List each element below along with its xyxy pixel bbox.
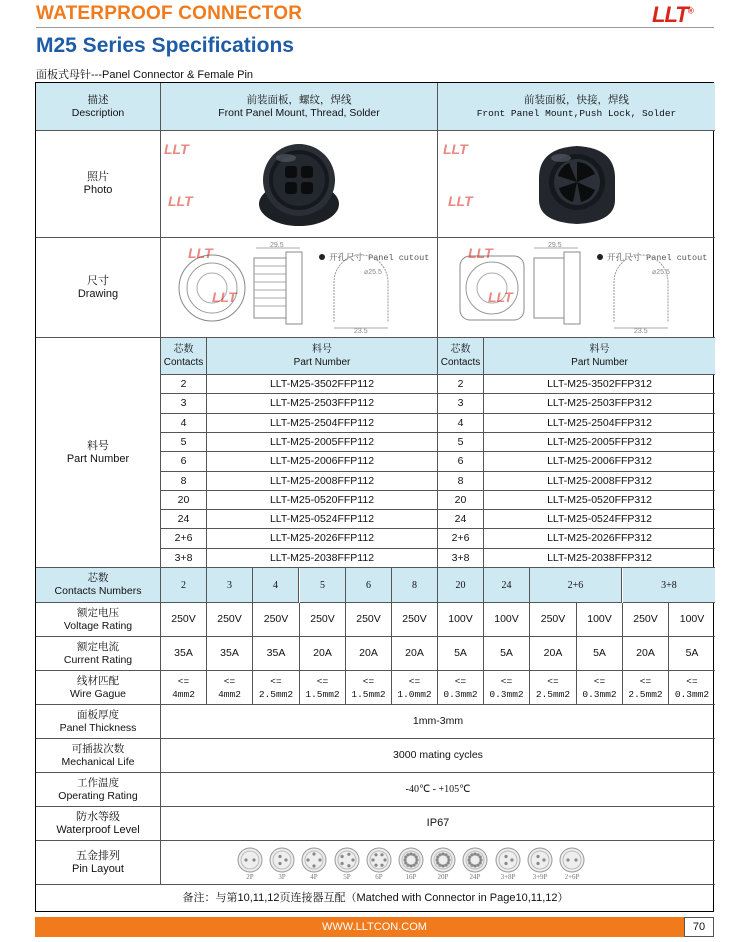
current-cell: 5A xyxy=(484,637,530,671)
logo-watermark: LLT xyxy=(164,141,189,157)
pin-face-icon xyxy=(398,847,424,873)
wire-prefix: <= xyxy=(316,675,329,687)
right-description-en: Front Panel Mount,Push Lock, Solder xyxy=(476,107,677,119)
right-part-number: LLT-M25-2006FFP312 xyxy=(484,452,715,472)
left-part-contacts: 2+6 xyxy=(161,529,207,549)
photo-label-cell xyxy=(36,131,161,238)
contacts-number-cell: 4 xyxy=(253,568,299,603)
waterproof-label-cn: 防水等级 xyxy=(76,810,120,823)
right-part-number: LLT-M25-3502FFP312 xyxy=(484,375,715,394)
contacts-number-cell: 24 xyxy=(484,568,530,603)
pin-layout-label: 4P xyxy=(310,873,318,881)
wire-prefix: <= xyxy=(547,675,559,687)
right-part-contacts: 24 xyxy=(438,510,484,529)
wire-prefix: <= xyxy=(593,675,606,687)
pin-face-icon xyxy=(527,847,553,873)
left-part-contacts: 8 xyxy=(161,472,207,491)
right-part-number: LLT-M25-2026FFP312 xyxy=(484,529,715,549)
waterproof-value xyxy=(161,807,715,841)
right-drawing-base: 23.5 xyxy=(633,327,648,334)
logo-watermark: LLT xyxy=(448,193,473,209)
wire-value: 2.5mm2 xyxy=(628,688,663,700)
left-part-contacts: 20 xyxy=(161,491,207,510)
current-cell: 35A xyxy=(253,637,300,671)
voltage-cell: 250V xyxy=(392,603,438,637)
contacts-number-cell: 20 xyxy=(438,568,484,603)
voltage-label-cell xyxy=(36,603,161,637)
left-drawing-base: 23.5 xyxy=(354,327,368,334)
voltage-cell: 250V xyxy=(623,603,669,637)
wire-cell xyxy=(207,671,253,705)
pin-layout-label-cell xyxy=(36,841,161,885)
pin-face-icon xyxy=(495,847,521,873)
pin-layout-label: 3P xyxy=(278,873,286,881)
panel-label-en: Panel Thickness xyxy=(59,721,137,734)
contacts-number-cell: 5 xyxy=(300,568,346,603)
waterproof-label-en: Waterproof Level xyxy=(56,823,140,836)
voltage-cell: 250V xyxy=(207,603,253,637)
left-contacts-header xyxy=(161,338,207,375)
logo-watermark: LLT xyxy=(468,245,493,261)
left-drawing-width: 29.5 xyxy=(270,241,284,249)
pin-face-icon xyxy=(301,847,327,873)
current-label-cn: 额定电流 xyxy=(77,640,119,653)
wire-label-cell xyxy=(36,671,161,705)
contacts-number-cell: 6 xyxy=(346,568,392,603)
voltage-cell: 250V xyxy=(300,603,346,637)
pin-face-icon xyxy=(269,847,295,873)
mechanical-life-text: 3000 mating cycles xyxy=(393,749,483,761)
current-cell: 20A xyxy=(392,637,438,671)
mech-label-cn: 可插拔次数 xyxy=(71,742,125,755)
wire-prefix: <= xyxy=(500,675,513,687)
current-label-en: Current Rating xyxy=(63,653,133,666)
voltage-cell: 250V xyxy=(161,603,207,637)
voltage-cell: 100V xyxy=(577,603,623,637)
wire-prefix: <= xyxy=(223,675,236,687)
current-cell: 5A xyxy=(438,637,484,671)
wire-value: 2.5mm2 xyxy=(535,688,571,700)
logo-watermark: LLT xyxy=(188,245,213,261)
footer-bar xyxy=(35,917,714,937)
right-part-contacts: 3 xyxy=(438,394,484,414)
left-cutout-label: 开孔尺寸 Panel cutout xyxy=(329,252,430,263)
pin-layout-item xyxy=(397,847,425,881)
left-drawing-dia: ⌀25.5 xyxy=(364,268,382,276)
description-label-cn: 描述 xyxy=(87,93,109,106)
pin-face-icon xyxy=(334,847,360,873)
pin-layout-label: 3+9P xyxy=(532,873,548,881)
right-drawing-dia: ⌀25.5 xyxy=(651,268,670,276)
pin-layout-label: 5P xyxy=(343,873,351,881)
contacts-numbers-label-cell xyxy=(36,568,161,603)
voltage-cell: 250V xyxy=(530,603,577,637)
pin-layout-item xyxy=(365,847,393,881)
temp-label-cn: 工作温度 xyxy=(77,776,119,789)
voltage-cell: 250V xyxy=(253,603,300,637)
logo-watermark: LLT xyxy=(488,289,513,305)
current-cell: 20A xyxy=(530,637,577,671)
left-part-contacts: 3+8 xyxy=(161,549,207,568)
part-number-label-cell xyxy=(36,338,161,568)
left-description-cell xyxy=(161,83,438,131)
right-part-number: LLT-M25-2038FFP312 xyxy=(484,549,715,568)
right-pn-header-en: Part Number xyxy=(571,357,628,368)
right-part-contacts: 4 xyxy=(438,414,484,433)
right-pn-header xyxy=(484,338,715,375)
logo-watermark: LLT xyxy=(443,141,468,157)
current-cell: 20A xyxy=(623,637,669,671)
operating-temp-text: -40℃ - +105℃ xyxy=(405,784,471,795)
wire-cell xyxy=(623,671,669,705)
wire-prefix: <= xyxy=(408,675,421,687)
wire-value: 1.5mm2 xyxy=(305,688,340,700)
pin-face-icon xyxy=(462,847,488,873)
pin-layout-label-cn: 五金排列 xyxy=(76,849,120,862)
right-part-contacts: 6 xyxy=(438,452,484,472)
voltage-cell: 100V xyxy=(438,603,484,637)
left-part-number: LLT-M25-2008FFP112 xyxy=(207,472,438,491)
left-part-contacts: 2 xyxy=(161,375,207,394)
panel-thickness-value xyxy=(161,705,715,739)
wire-cell xyxy=(300,671,346,705)
pin-layout-item xyxy=(558,847,586,881)
wire-value: 1.5mm2 xyxy=(351,688,386,700)
pin-layout-item xyxy=(494,847,522,881)
left-part-number: LLT-M25-2005FFP112 xyxy=(207,433,438,452)
wire-cell xyxy=(484,671,530,705)
left-description-cn: 前装面板，螺纹，焊线 xyxy=(246,93,352,106)
pin-layout-item xyxy=(268,847,296,881)
left-part-number: LLT-M25-3502FFP112 xyxy=(207,375,438,394)
current-cell: 5A xyxy=(577,637,623,671)
photo-label-en: Photo xyxy=(83,184,113,196)
operating-temp-value xyxy=(161,773,715,807)
wire-value: 0.3mm2 xyxy=(443,688,478,700)
pin-layout-label: 16P xyxy=(405,873,417,881)
pin-face-icon xyxy=(366,847,392,873)
right-contacts-header-cn: 芯数 xyxy=(450,344,471,355)
current-label-cell xyxy=(36,637,161,671)
wire-prefix: <= xyxy=(270,675,282,687)
wire-value: 1.0mm2 xyxy=(397,688,432,700)
footer-url: WWW.LLTCON.COM xyxy=(322,921,427,933)
right-drawing-width: 29.5 xyxy=(547,241,562,249)
waterproof-label-cell xyxy=(36,807,161,841)
voltage-label-en: Voltage Rating xyxy=(63,619,133,632)
current-cell: 20A xyxy=(346,637,392,671)
left-part-number: LLT-M25-2026FFP112 xyxy=(207,529,438,549)
panel-label-cn: 面板厚度 xyxy=(77,708,119,721)
left-part-number: LLT-M25-0524FFP112 xyxy=(207,510,438,529)
left-contacts-header-cn: 芯数 xyxy=(173,344,194,355)
left-pn-header-cn: 料号 xyxy=(312,344,332,355)
right-part-contacts: 5 xyxy=(438,433,484,452)
contacts-number-cell: 3 xyxy=(207,568,253,603)
pin-layout-label: 20P xyxy=(437,873,449,881)
pin-face-icon xyxy=(430,847,456,873)
pin-face-icon xyxy=(559,847,585,873)
waterproof-text: IP67 xyxy=(426,817,450,829)
wire-prefix: <= xyxy=(362,675,375,687)
mech-label-cell xyxy=(36,739,161,773)
right-photo-cell xyxy=(438,131,715,238)
right-part-contacts: 8 xyxy=(438,472,484,491)
right-pn-header-cn: 料号 xyxy=(589,344,610,355)
left-part-number: LLT-M25-2504FFP112 xyxy=(207,414,438,433)
photo-label-cn: 照片 xyxy=(87,171,109,183)
wire-prefix: <= xyxy=(686,675,698,687)
wire-cell xyxy=(577,671,623,705)
right-contacts-header xyxy=(438,338,484,375)
part-number-label-en: Part Number xyxy=(66,452,130,465)
voltage-cell: 100V xyxy=(484,603,530,637)
wire-label-cn: 线材匹配 xyxy=(77,674,119,687)
right-part-contacts: 2+6 xyxy=(438,529,484,549)
right-cutout-label: 开孔尺寸 Panel cutout xyxy=(606,252,707,263)
logo-watermark: LLT xyxy=(168,193,193,209)
contacts-numbers-label-en: Contacts Numbers xyxy=(54,585,142,597)
wire-cell xyxy=(392,671,438,705)
contacts-number-cell: 8 xyxy=(392,568,438,603)
right-part-contacts: 20 xyxy=(438,491,484,510)
left-part-number: LLT-M25-2038FFP112 xyxy=(207,549,438,568)
right-description-cell xyxy=(438,83,715,131)
note-text: 备注：与第10,11,12页连接器互配（Matched with Connector in Page10,11,12） xyxy=(182,891,569,904)
pin-layout-item xyxy=(526,847,554,881)
pin-layout-item xyxy=(429,847,457,881)
right-part-number: LLT-M25-0520FFP312 xyxy=(484,491,715,510)
wire-value: 0.3mm2 xyxy=(489,688,524,700)
pin-layout-item xyxy=(300,847,328,881)
left-pn-header-en: Part Number xyxy=(293,357,351,368)
contacts-numbers-label-cn: 芯数 xyxy=(87,572,109,584)
wire-prefix: <= xyxy=(454,675,467,687)
current-cell: 35A xyxy=(207,637,253,671)
part-number-label-cn: 料号 xyxy=(87,439,109,452)
spec-table xyxy=(35,82,714,912)
header-title: WATERPROOF CONNECTOR xyxy=(36,3,303,24)
left-part-contacts: 6 xyxy=(161,452,207,472)
left-photo-cell xyxy=(161,131,438,238)
right-connector-photo xyxy=(531,138,623,230)
mechanical-life-value xyxy=(161,739,715,773)
contacts-number-cell: 2 xyxy=(161,568,207,603)
contacts-number-cell: 3+8 xyxy=(623,568,715,603)
drawing-label-en: Drawing xyxy=(77,287,119,300)
wire-prefix: <= xyxy=(177,675,190,687)
description-label-cell xyxy=(36,83,161,131)
contacts-number-cell: 2+6 xyxy=(530,568,622,603)
right-part-number: LLT-M25-2008FFP312 xyxy=(484,472,715,491)
left-part-contacts: 4 xyxy=(161,414,207,433)
header-divider xyxy=(36,27,714,28)
pin-layout-label: 6P xyxy=(375,873,383,881)
wire-value: 4mm2 xyxy=(218,688,241,700)
pin-layout-label: 2P xyxy=(246,873,254,881)
right-description-cn: 前装面板，快接，焊线 xyxy=(524,93,629,106)
pin-layout-label: 24P xyxy=(469,873,481,881)
pin-layout-item xyxy=(236,847,264,881)
pin-layout-label-en: Pin Layout xyxy=(72,862,124,875)
wire-value: 2.5mm2 xyxy=(258,688,294,700)
current-cell: 5A xyxy=(669,637,715,671)
left-connector-photo xyxy=(254,138,344,230)
voltage-cell: 100V xyxy=(669,603,715,637)
left-part-number: LLT-M25-2503FFP112 xyxy=(207,394,438,414)
wire-value: 0.3mm2 xyxy=(674,688,710,700)
pin-layout-item xyxy=(333,847,361,881)
wire-cell xyxy=(530,671,577,705)
left-part-contacts: 5 xyxy=(161,433,207,452)
brand-logo: LLT® xyxy=(652,2,693,27)
wire-value: 0.3mm2 xyxy=(582,688,617,700)
page-title: M25 Series Specifications xyxy=(36,34,294,57)
left-part-contacts: 3 xyxy=(161,394,207,414)
current-cell: 35A xyxy=(161,637,207,671)
wire-cell xyxy=(253,671,300,705)
voltage-cell: 250V xyxy=(346,603,392,637)
drawing-label-cn: 尺寸 xyxy=(87,274,109,287)
temp-label-cell xyxy=(36,773,161,807)
panel-label-cell xyxy=(36,705,161,739)
left-part-number: LLT-M25-0520FFP112 xyxy=(207,491,438,510)
description-label-en: Description xyxy=(71,106,125,119)
left-description-en: Front Panel Mount, Thread, Solder xyxy=(218,106,380,119)
pin-face-icon xyxy=(237,847,263,873)
wire-cell xyxy=(438,671,484,705)
right-contacts-header-en: Contacts xyxy=(440,357,481,368)
pin-layout-label: 2+6P xyxy=(564,873,580,881)
wire-prefix: <= xyxy=(639,675,652,687)
left-part-number: LLT-M25-2006FFP112 xyxy=(207,452,438,472)
temp-label-en: Operating Rating xyxy=(58,789,138,802)
pin-layout-label: 3+8P xyxy=(500,873,516,881)
page-subtitle: 面板式母针---Panel Connector & Female Pin xyxy=(36,69,254,81)
right-part-number: LLT-M25-2504FFP312 xyxy=(484,414,715,433)
voltage-label-cn: 额定电压 xyxy=(77,606,119,619)
wire-cell xyxy=(346,671,392,705)
right-part-number: LLT-M25-2503FFP312 xyxy=(484,394,715,414)
right-part-number: LLT-M25-2005FFP312 xyxy=(484,433,715,452)
current-cell: 20A xyxy=(300,637,346,671)
left-pn-header xyxy=(207,338,438,375)
left-part-contacts: 24 xyxy=(161,510,207,529)
wire-cell xyxy=(669,671,715,705)
page-number: 70 xyxy=(684,917,714,937)
right-part-number: LLT-M25-0524FFP312 xyxy=(484,510,715,529)
drawing-label-cell xyxy=(36,238,161,338)
right-part-contacts: 3+8 xyxy=(438,549,484,568)
wire-label-en: Wire Gague xyxy=(69,687,127,700)
mech-label-en: Mechanical Life xyxy=(61,755,135,768)
wire-value: 4mm2 xyxy=(172,688,195,700)
left-contacts-header-en: Contacts xyxy=(163,357,204,368)
wire-cell xyxy=(161,671,207,705)
logo-watermark: LLT xyxy=(212,289,237,305)
right-part-contacts: 2 xyxy=(438,375,484,394)
panel-thickness-text: 1mm-3mm xyxy=(412,715,464,727)
pin-layout-item xyxy=(461,847,489,881)
note-cell xyxy=(36,885,715,911)
